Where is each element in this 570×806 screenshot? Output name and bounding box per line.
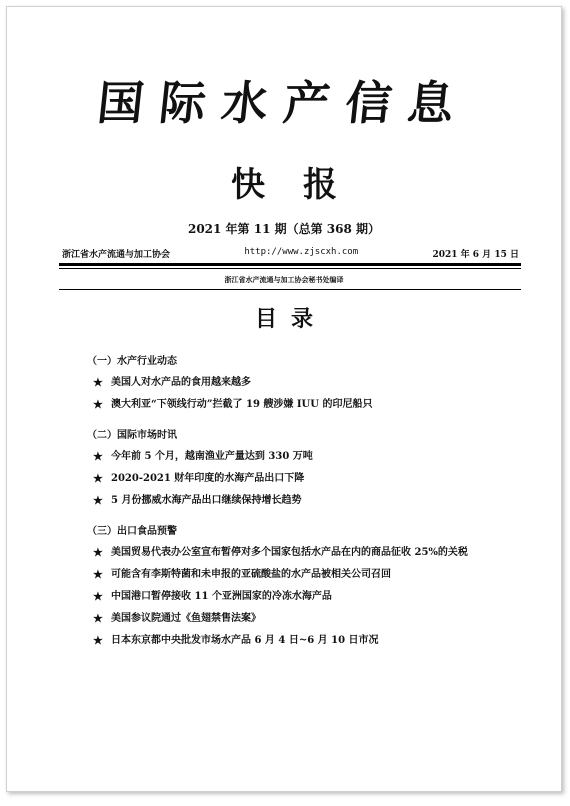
divider-thin	[59, 268, 521, 269]
website-link[interactable]: http://www.zjscxh.com	[244, 247, 359, 257]
toc-item-label: 澳大利亚“下领线行动”拦截了 19 艘涉嫌 IUU 的印尼船只	[111, 399, 373, 410]
toc-item[interactable]	[87, 586, 521, 608]
toc-item-label: 2020-2021 财年印度的水海产品出口下降	[111, 473, 305, 484]
toc-item-label: 中国港口暂停接收 11 个亚洲国家的冷冻水海产品	[111, 591, 332, 602]
toc-item-label: 美国参议院通过《鱼翅禁售法案》	[111, 613, 261, 624]
issue-number: 2021 年第 11 期（总第 368 期）	[187, 222, 381, 236]
toc-title: 目录	[254, 306, 327, 332]
toc-section-title: （二）国际市场时讯	[87, 430, 177, 441]
toc-item[interactable]	[87, 608, 521, 630]
toc-item[interactable]	[87, 630, 521, 652]
toc-item[interactable]	[87, 542, 521, 564]
toc-section	[87, 426, 521, 512]
star-icon: ★	[93, 450, 103, 463]
star-icon: ★	[93, 472, 103, 485]
document-page	[6, 6, 562, 792]
toc-section-title: （三）出口食品预警	[87, 526, 177, 537]
toc-item[interactable]	[87, 564, 521, 586]
info-bar	[62, 247, 519, 260]
masthead-title: 国际水产信息	[94, 76, 473, 130]
toc-section	[87, 352, 521, 416]
translator-note: 浙江省水产流通与加工协会秘书处编译	[224, 275, 344, 284]
toc-item[interactable]	[87, 468, 521, 490]
toc-section	[87, 522, 521, 652]
toc-item-label: 5 月份挪威水海产品出口继续保持增长趋势	[111, 495, 302, 506]
publisher-name: 浙江省水产流通与加工协会	[62, 250, 171, 260]
star-icon: ★	[93, 376, 103, 389]
star-icon: ★	[93, 398, 103, 411]
star-icon: ★	[93, 634, 103, 647]
table-of-contents	[87, 352, 521, 662]
toc-item-label: 美国贸易代表办公室宣布暂停对多个国家包括水产品在内的商品征收 25%的关税	[111, 547, 468, 558]
toc-item-label: 可能含有李斯特菌和未申报的亚硫酸盐的水产品被相关公司召回	[111, 569, 391, 580]
divider-thick	[59, 263, 521, 266]
bulletin-subtitle: 快报	[231, 165, 375, 205]
divider-bottom	[59, 289, 521, 290]
toc-item-label: 今年前 5 个月，越南渔业产量达到 330 万吨	[111, 451, 313, 462]
star-icon: ★	[93, 568, 103, 581]
star-icon: ★	[93, 494, 103, 507]
publish-date: 2021 年 6 月 15 日	[432, 250, 519, 260]
star-icon: ★	[93, 546, 103, 559]
star-icon: ★	[93, 612, 103, 625]
toc-section-title: （一）水产行业动态	[87, 356, 177, 367]
toc-item-label: 美国人对水产品的食用越来越多	[111, 377, 251, 388]
toc-item-label: 日本东京都中央批发市场水产品 6 月 4 日~6 月 10 日市况	[111, 635, 379, 646]
toc-item[interactable]	[87, 394, 521, 416]
toc-item[interactable]	[87, 372, 521, 394]
toc-item[interactable]	[87, 446, 521, 468]
toc-item[interactable]	[87, 490, 521, 512]
star-icon: ★	[93, 590, 103, 603]
